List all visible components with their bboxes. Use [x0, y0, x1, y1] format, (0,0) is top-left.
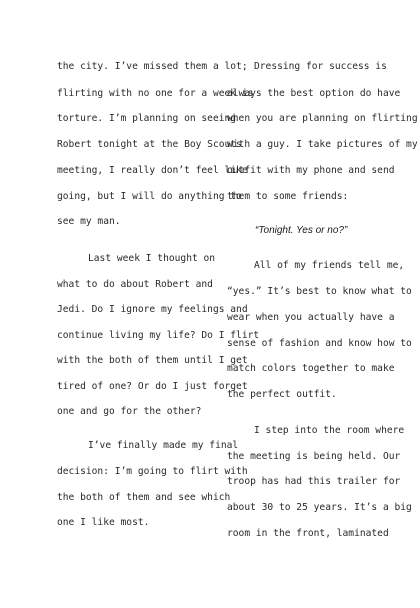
- left-line-8: Last week I thought on: [88, 253, 216, 264]
- left-line-4: Robert tonight at the Boy Scouts: [57, 139, 242, 150]
- left-line-7: see my man.: [57, 216, 121, 227]
- right-line-11: match colors together to make: [227, 363, 395, 374]
- left-line-2: flirting with no one for a week is: [57, 88, 254, 99]
- left-line-10: Jedi. Do I ignore my feelings and: [57, 304, 248, 315]
- left-line-11: continue living my life? Do I flirt: [57, 330, 260, 341]
- left-line-6: going, but I will do anything to: [57, 191, 242, 202]
- right-line-12: the perfect outfit.: [227, 389, 337, 400]
- right-line-1: Dressing for success is: [254, 61, 387, 72]
- right-line-5: outfit with my phone and send: [227, 165, 395, 176]
- right-line-17: room in the front, laminated: [227, 528, 389, 539]
- right-line-9: wear when you actually have a: [227, 312, 395, 323]
- left-line-15: I’ve finally made my final: [88, 440, 239, 451]
- right-line-7: All of my friends tell me,: [254, 260, 405, 271]
- pull-quote: “Tonight. Yes or no?”: [255, 225, 348, 236]
- left-line-1: the city. I’ve missed them a lot;: [57, 61, 248, 72]
- left-line-18: one I like most.: [57, 517, 150, 528]
- right-line-10: sense of fashion and know how to: [227, 338, 412, 349]
- left-line-9: what to do about Robert and: [57, 279, 213, 290]
- left-line-14: one and go for the other?: [57, 406, 202, 417]
- left-line-17: the both of them and see which: [57, 492, 231, 503]
- left-line-16: decision: I’m going to flirt with: [57, 466, 248, 477]
- right-line-2: always the best option do have: [227, 88, 401, 99]
- right-line-8: “yes.” It’s best to know what to: [227, 286, 412, 297]
- right-line-13: I step into the room where: [254, 425, 405, 436]
- left-line-3: torture. I’m planning on seeing: [57, 113, 237, 124]
- left-line-5: meeting, I really don’t feel like: [57, 165, 248, 176]
- right-line-4: with a guy. I take pictures of my: [227, 139, 418, 150]
- left-line-13: tired of one? Or do I just forget: [57, 381, 248, 392]
- right-line-3: when you are planning on flirting: [227, 113, 418, 124]
- right-line-14: the meeting is being held. Our: [227, 451, 401, 462]
- right-line-6: them to some friends:: [227, 191, 349, 202]
- right-line-16: about 30 to 25 years. It’s a big: [227, 502, 412, 513]
- left-line-12: with the both of them until I get: [57, 355, 248, 366]
- right-line-15: troop has had this trailer for: [227, 476, 401, 487]
